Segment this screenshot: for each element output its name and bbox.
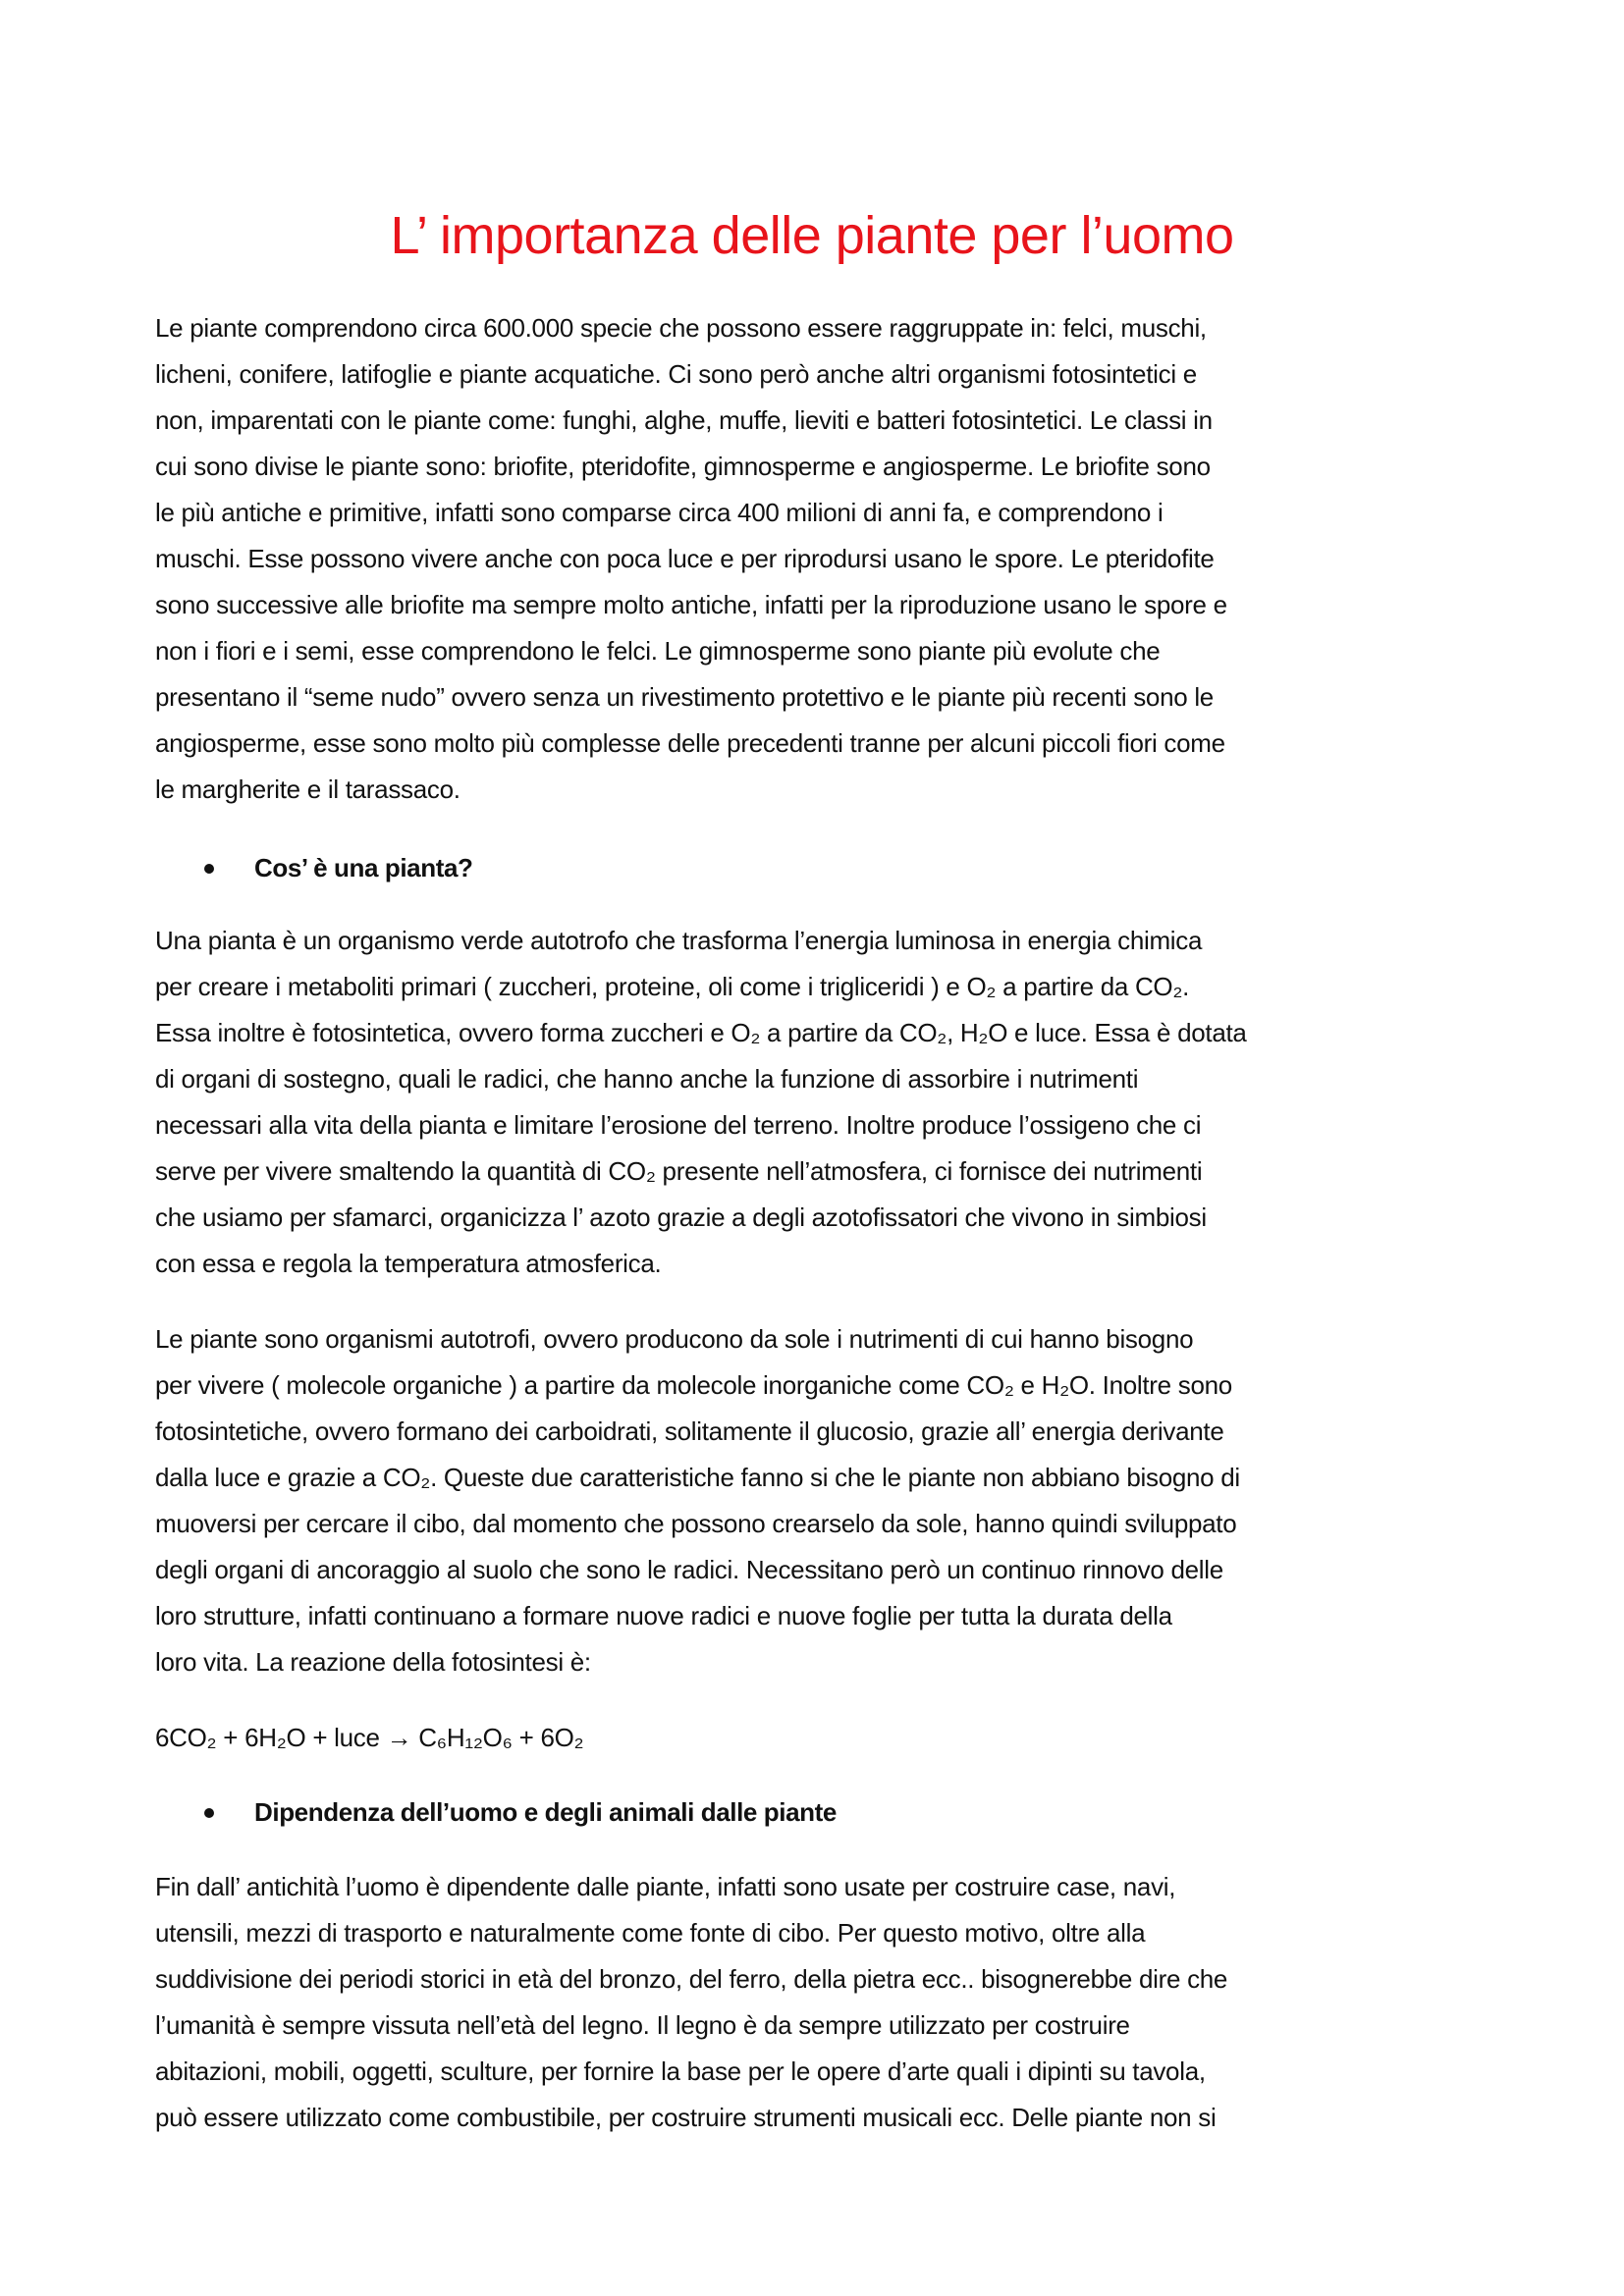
text-line: sono successive alle briofite ma sempre molto antiche, infatti per la riproduzione usano le spore e (155, 590, 1227, 619)
text-line: Una pianta è un organismo verde autotrofo che trasforma l’energia luminosa in energia chimica (155, 926, 1203, 955)
text-line: le margherite e il tarassaco. (155, 774, 460, 804)
text-line: loro vita. La reazione della fotosintesi è: (155, 1647, 591, 1677)
text-line: presentano il “seme nudo” ovvero senza un rivestimento protettivo e le piante più recenti sono le (155, 682, 1214, 712)
text-line: licheni, conifere, latifoglie e piante acquatiche. Ci sono però anche altri organismi fotosintetici e (155, 359, 1197, 389)
text-line: Le piante comprendono circa 600.000 specie che possono essere raggruppate in: felci, muschi, (155, 313, 1207, 343)
text-line: l’umanità è sempre vissuta nell’età del legno. Il legno è da sempre utilizzato per costruire (155, 2010, 1130, 2040)
text-line: muoversi per cercare il cibo, dal momento che possono crearselo da sole, hanno quindi sviluppato (155, 1509, 1237, 1538)
photosynthesis-equation (155, 1715, 1530, 1761)
paragraph-definition (155, 918, 1530, 1287)
bullet-icon (204, 864, 214, 874)
text-line: dalla luce e grazie a CO₂. Queste due caratteristiche fanno si che le piante non abbiano bisogno di (155, 1463, 1240, 1492)
text-line: Essa inoltre è fotosintetica, ovvero forma zuccheri e O₂ a partire da CO₂, H₂O e luce. Essa è dotata (155, 1018, 1247, 1047)
bullet-icon (204, 1808, 214, 1818)
text-line: Le piante sono organismi autotrofi, ovvero producono da sole i nutrimenti di cui hanno bisogno (155, 1324, 1194, 1354)
paragraph-autotrophs (155, 1316, 1530, 1685)
section-heading-cos-e-una-pianta (204, 845, 473, 891)
text-line: con essa e regola la temperatura atmosferica. (155, 1249, 662, 1278)
text-line: per vivere ( molecole organiche ) a partire da molecole inorganiche come CO₂ e H₂O. Inoltre sono (155, 1370, 1232, 1400)
text-line: loro strutture, infatti continuano a formare nuove radici e nuove foglie per tutta la durata della (155, 1601, 1172, 1630)
heading-text: Dipendenza dell’uomo e degli animali dalle piante (254, 1797, 837, 1827)
text-line: fotosintetiche, ovvero formano dei carboidrati, solitamente il glucosio, grazie all’ energia derivante (155, 1416, 1224, 1446)
text-line: può essere utilizzato come combustibile, per costruire strumenti musicali ecc. Delle piante non si (155, 2103, 1217, 2132)
text-line: cui sono divise le piante sono: briofite, pteridofite, gimnosperme e angiosperme. Le briofite sono (155, 452, 1211, 481)
text-line: necessari alla vita della pianta e limitare l’erosione del terreno. Inoltre produce l’ossigeno che ci (155, 1110, 1202, 1140)
text-line: utensili, mezzi di trasporto e naturalmente come fonte di cibo. Per questo motivo, oltre alla (155, 1918, 1146, 1948)
text-line: abitazioni, mobili, oggetti, sculture, per fornire la base per le opere d’arte quali i dipinti su tavola, (155, 2056, 1206, 2086)
page-title: L’ importanza delle piante per l’uomo (390, 206, 1234, 265)
section-heading-dipendenza (204, 1789, 837, 1836)
text-line: di organi di sostegno, quali le radici, che hanno anche la funzione di assorbire i nutrimenti (155, 1064, 1139, 1094)
text-line: non, imparentati con le piante come: funghi, alghe, muffe, lieviti e batteri fotosintetici. Le classi in (155, 405, 1213, 435)
text-line: muschi. Esse possono vivere anche con poca luce e per riprodursi usano le spore. Le pteridofite (155, 544, 1215, 573)
text-line: serve per vivere smaltendo la quantità di CO₂ presente nell’atmosfera, ci fornisce dei nutrimenti (155, 1156, 1203, 1186)
equation-text: 6CO₂ + 6H₂O + luce → C₆H₁₂O₆ + 6O₂ (155, 1723, 584, 1752)
text-line: suddivisione dei periodi storici in età del bronzo, del ferro, della pietra ecc.. bisognerebbe dire che (155, 1964, 1228, 1994)
text-line: che usiamo per sfamarci, organicizza l’ azoto grazie a degli azotofissatori che vivono in simbiosi (155, 1202, 1207, 1232)
paragraph-intro (155, 305, 1530, 813)
paragraph-dependence (155, 1864, 1530, 2141)
text-line: degli organi di ancoraggio al suolo che sono le radici. Necessitano però un continuo rinnovo delle (155, 1555, 1223, 1584)
text-line: le più antiche e primitive, infatti sono comparse circa 400 milioni di anni fa, e comprendono i (155, 498, 1164, 527)
heading-text: Cos’ è una pianta? (254, 853, 473, 882)
text-line: angiosperme, esse sono molto più complesse delle precedenti tranne per alcuni piccoli fiori come (155, 728, 1225, 758)
text-line: non i fiori e i semi, esse comprendono le felci. Le gimnosperme sono piante più evolute che (155, 636, 1161, 666)
text-line: per creare i metaboliti primari ( zuccheri, proteine, oli come i trigliceridi ) e O₂ a partire da CO₂. (155, 972, 1190, 1001)
text-line: Fin dall’ antichità l’uomo è dipendente dalle piante, infatti sono usate per costruire case, navi, (155, 1872, 1176, 1901)
